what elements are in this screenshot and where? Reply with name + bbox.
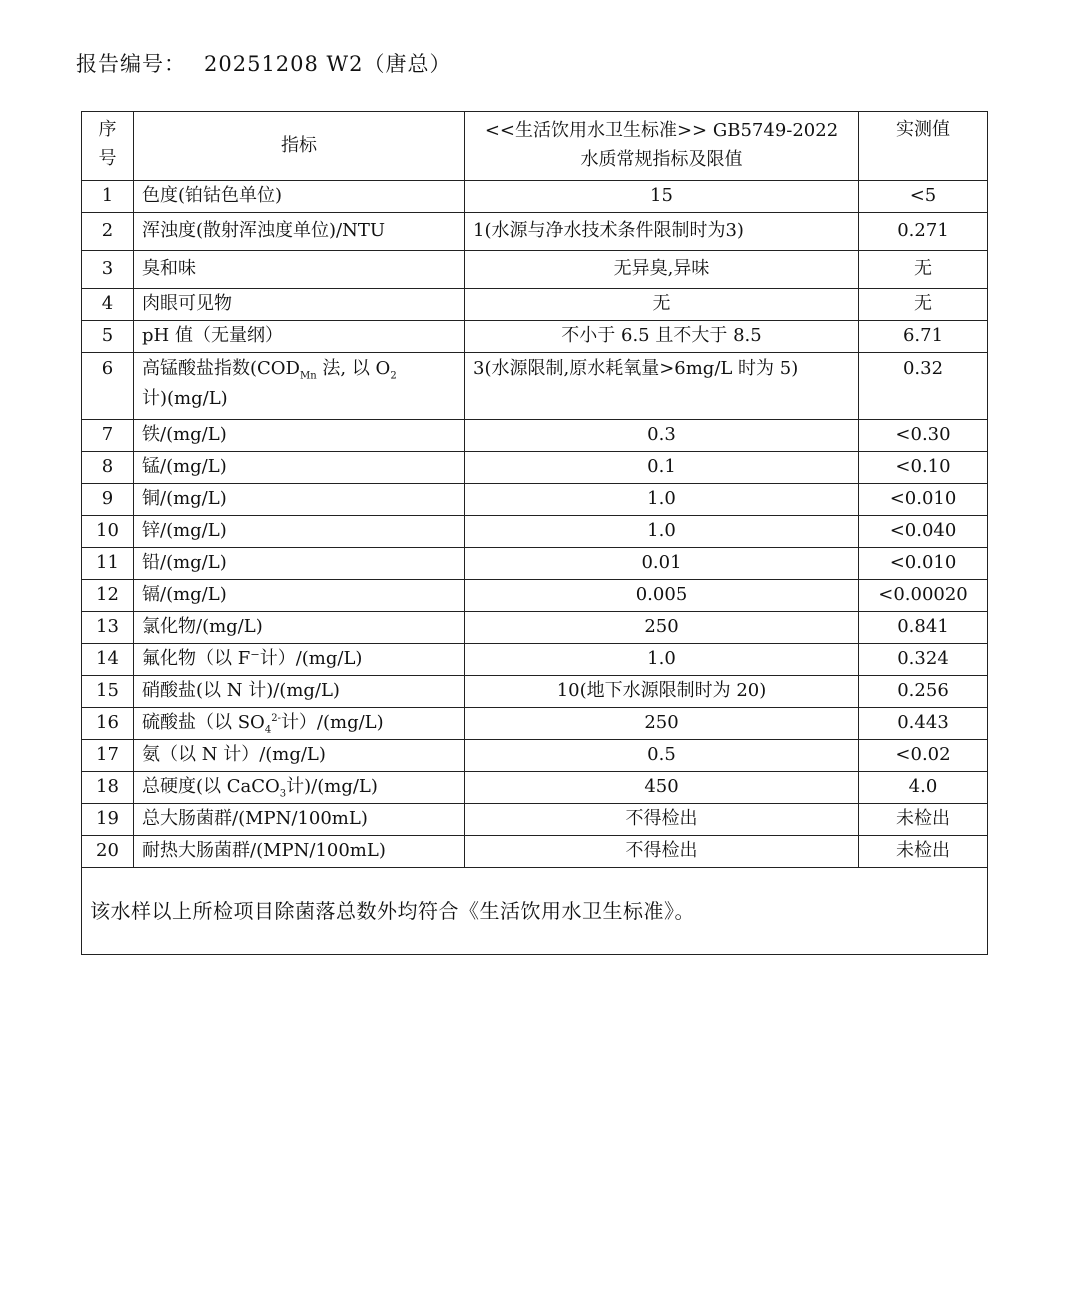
cell-standard: 无 — [465, 289, 859, 321]
table-row — [82, 251, 988, 289]
header-standard-line1: <<生活饮用水卫生标准>> GB5749-2022 — [484, 120, 839, 142]
cell-no: 4 — [82, 289, 134, 321]
cell-standard: 1.0 — [465, 644, 859, 676]
water-quality-table — [81, 111, 988, 955]
cell-no: 19 — [82, 804, 134, 836]
cell-no: 17 — [82, 740, 134, 772]
cell-indicator: 耐热大肠菌群/(MPN/100mL) — [134, 836, 465, 868]
table-row — [82, 289, 988, 321]
cell-measured: 0.256 — [859, 676, 988, 708]
cell-indicator: 氯化物/(mg/L) — [134, 612, 465, 644]
cell-standard: 1(水源与净水技术条件限制时为3) — [465, 213, 859, 251]
cell-indicator: 铅/(mg/L) — [134, 548, 465, 580]
cell-indicator: 镉/(mg/L) — [134, 580, 465, 612]
cell-indicator: 浑浊度(散射浑浊度单位)/NTU — [134, 213, 465, 251]
cell-indicator: 锌/(mg/L) — [134, 516, 465, 548]
cell-measured: <0.00020 — [859, 580, 988, 612]
cell-standard: 不得检出 — [465, 836, 859, 868]
cell-indicator: 臭和味 — [134, 251, 465, 289]
cell-measured: 无 — [859, 251, 988, 289]
header-standard — [465, 112, 859, 181]
header-standard-line2: 水质常规指标及限值 — [580, 149, 743, 170]
cell-indicator: 氨（以 N 计）/(mg/L) — [134, 740, 465, 772]
cell-no: 14 — [82, 644, 134, 676]
cell-standard: 不小于 6.5 且不大于 8.5 — [465, 321, 859, 353]
cell-indicator: 总大肠菌群/(MPN/100mL) — [134, 804, 465, 836]
conclusion-row — [82, 868, 988, 955]
table-row — [82, 548, 988, 580]
cell-indicator: pH 值（无量纲） — [134, 321, 465, 353]
cell-measured: <0.040 — [859, 516, 988, 548]
cell-no: 6 — [82, 353, 134, 420]
cell-standard: 0.005 — [465, 580, 859, 612]
cell-standard: 0.1 — [465, 452, 859, 484]
table-row — [82, 484, 988, 516]
cell-measured: <0.010 — [859, 548, 988, 580]
cell-measured: 0.841 — [859, 612, 988, 644]
cell-standard: 不得检出 — [465, 804, 859, 836]
table-row — [82, 804, 988, 836]
cell-no: 2 — [82, 213, 134, 251]
cell-measured: <5 — [859, 181, 988, 213]
table-row — [82, 353, 988, 420]
table-header-row — [82, 112, 988, 181]
header-no: 序号 — [82, 112, 134, 181]
cell-no: 18 — [82, 772, 134, 804]
cell-no: 9 — [82, 484, 134, 516]
report-number-line — [76, 48, 452, 78]
cell-no: 7 — [82, 420, 134, 452]
cell-standard: 0.5 — [465, 740, 859, 772]
cell-standard: 无异臭,异味 — [465, 251, 859, 289]
table-row — [82, 612, 988, 644]
cell-no: 13 — [82, 612, 134, 644]
cell-measured: 0.443 — [859, 708, 988, 740]
table-row — [82, 708, 988, 740]
header-indicator: 指标 — [134, 112, 465, 181]
cell-measured: 未检出 — [859, 836, 988, 868]
table-row — [82, 420, 988, 452]
cell-standard: 0.3 — [465, 420, 859, 452]
header-measured: 实测值 — [859, 112, 988, 181]
table-row — [82, 580, 988, 612]
cell-indicator: 肉眼可见物 — [134, 289, 465, 321]
cell-standard: 1.0 — [465, 484, 859, 516]
cell-measured: 无 — [859, 289, 988, 321]
cell-standard: 0.01 — [465, 548, 859, 580]
cell-standard: 10(地下水源限制时为 20) — [465, 676, 859, 708]
cell-no: 12 — [82, 580, 134, 612]
table-row — [82, 772, 988, 804]
cell-indicator: 硫酸盐（以 $SO_4^{2-}$计）/(mg/L) — [134, 708, 465, 740]
cell-measured: 4.0 — [859, 772, 988, 804]
cell-measured: <0.02 — [859, 740, 988, 772]
cell-indicator: 锰/(mg/L) — [134, 452, 465, 484]
cell-no: 8 — [82, 452, 134, 484]
cell-standard: 1.0 — [465, 516, 859, 548]
cell-measured: <0.10 — [859, 452, 988, 484]
cell-indicator: 总硬度(以 CaCO$_3$计)/(mg/L) — [134, 772, 465, 804]
table-row — [82, 836, 988, 868]
cell-indicator: 色度(铂钴色单位) — [134, 181, 465, 213]
cell-no: 16 — [82, 708, 134, 740]
cell-standard: 450 — [465, 772, 859, 804]
cell-measured: <0.30 — [859, 420, 988, 452]
table-row — [82, 321, 988, 353]
cell-no: 15 — [82, 676, 134, 708]
cell-no: 1 — [82, 181, 134, 213]
table-row — [82, 181, 988, 213]
cell-no: 20 — [82, 836, 134, 868]
cell-standard: 250 — [465, 612, 859, 644]
cell-standard: 250 — [465, 708, 859, 740]
table-row — [82, 516, 988, 548]
cell-no: 10 — [82, 516, 134, 548]
table-row — [82, 740, 988, 772]
table-row — [82, 676, 988, 708]
table-row — [82, 213, 988, 251]
cell-no: 5 — [82, 321, 134, 353]
table-row — [82, 452, 988, 484]
cell-no: 11 — [82, 548, 134, 580]
cell-measured: 未检出 — [859, 804, 988, 836]
cell-measured: 0.271 — [859, 213, 988, 251]
cell-measured: 0.32 — [859, 353, 988, 420]
cell-indicator: 铜/(mg/L) — [134, 484, 465, 516]
cell-indicator: 铁/(mg/L) — [134, 420, 465, 452]
cell-measured: 6.71 — [859, 321, 988, 353]
cell-measured: 0.324 — [859, 644, 988, 676]
cell-indicator: 氟化物（以 F⁻计）/(mg/L) — [134, 644, 465, 676]
cell-indicator: 高锰酸盐指数($COD_{Mn}$ 法, 以 $O_2$ 计)(mg/L) — [134, 353, 465, 420]
cell-no: 3 — [82, 251, 134, 289]
report-number-label: 报告编号： — [76, 52, 186, 76]
cell-indicator: 硝酸盐(以 N 计)/(mg/L) — [134, 676, 465, 708]
cell-measured: <0.010 — [859, 484, 988, 516]
table-row — [82, 644, 988, 676]
cell-standard: 3(水源限制,原水耗氧量>6mg/L 时为 5) — [465, 353, 859, 420]
cell-standard: 15 — [465, 181, 859, 213]
report-number-value: 20251208 W2（唐总） — [204, 52, 452, 76]
conclusion-text: 该水样以上所检项目除菌落总数外均符合《生活饮用水卫生标准》。 — [82, 868, 988, 955]
